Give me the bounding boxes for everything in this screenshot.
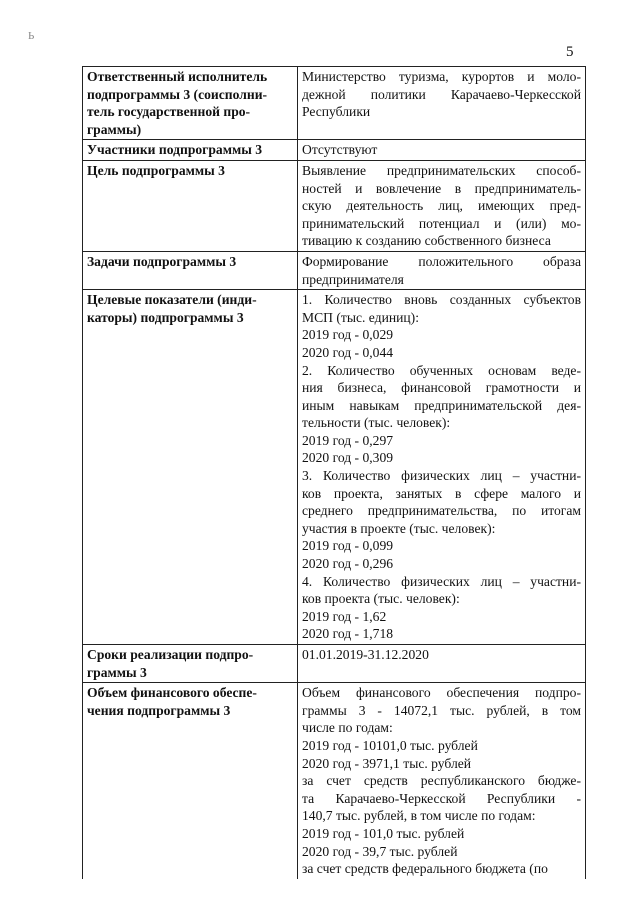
row-value	[298, 67, 586, 140]
row-value-line: 2019 год - 10101,0 тыс. рублей	[302, 737, 478, 753]
row-value-line: 1. Количество вновь созданных субъектов	[302, 292, 581, 308]
row-label-line: Участники подпрограммы 3	[87, 142, 263, 158]
row-value-line: 140,7 тыс. рублей, в том числе по годам:	[302, 808, 536, 824]
row-value	[298, 160, 586, 251]
table-row	[83, 683, 586, 879]
row-value-line: 2019 год - 101,0 тыс. рублей	[302, 825, 465, 841]
row-value-line: за счет средств республиканского бюдже-	[302, 773, 581, 789]
row-value-line: ния бизнеса, финансовой грамотности и	[302, 380, 581, 396]
table-row	[83, 251, 586, 289]
row-label-line: Целевые показатели (инди-	[87, 292, 257, 308]
row-label	[83, 67, 298, 140]
row-value-line: Объем финансового обеспечения подпро-	[302, 685, 581, 701]
row-value-line: за счет средств федерального бюджета (по	[302, 861, 548, 877]
row-value-line: числе по годам:	[302, 720, 393, 736]
row-label-line: Объем финансового обеспе-	[87, 685, 257, 701]
row-value-line: 2020 год - 1,718	[302, 626, 394, 642]
row-value	[298, 251, 586, 289]
subprogram-passport-table	[82, 66, 586, 879]
row-value-line: Республики	[302, 104, 371, 120]
row-value	[298, 683, 586, 879]
row-value	[298, 140, 586, 161]
row-value-line: 2020 год - 0,296	[302, 556, 394, 572]
row-value-line: дежной политики Карачаево-Черкесской	[302, 86, 581, 102]
row-label-line: граммы)	[87, 121, 142, 137]
row-value-line: тельности (тыс. человек):	[302, 415, 451, 431]
row-label-line: подпрограммы 3 (соисполни-	[87, 86, 268, 102]
table-row	[83, 290, 586, 645]
table-row	[83, 67, 586, 140]
corner-mark: Ь	[28, 30, 35, 42]
row-value-line: участия в проекте (тыс. человек):	[302, 520, 496, 536]
page-number: 5	[566, 44, 574, 60]
row-value-line: 2020 год - 3971,1 тыс. рублей	[302, 755, 472, 771]
table-row	[83, 645, 586, 683]
row-label-line: каторы) подпрограммы 3	[87, 309, 244, 325]
row-label-line: Сроки реализации подпро-	[87, 647, 254, 662]
row-value-line: граммы 3 - 14072,1 тыс. рублей, в том	[302, 702, 581, 718]
row-value-line: ков проекта, занятых в сфере малого и	[302, 485, 581, 501]
row-value-line: 2. Количество обученных основам веде-	[302, 362, 581, 378]
table-row	[83, 140, 586, 161]
row-value-line: среднего предпринимательства, по итогам	[302, 503, 581, 519]
row-label	[83, 645, 298, 683]
row-value-line: МСП (тыс. единиц):	[302, 309, 419, 325]
row-value-line: Отсутствуют	[302, 142, 378, 158]
row-label	[83, 251, 298, 289]
row-value-line: 2019 год - 1,62	[302, 608, 387, 624]
row-value-line: 2020 год - 0,309	[302, 450, 394, 466]
row-value-line: 2020 год - 0,044	[302, 344, 394, 360]
row-label-line: граммы 3	[87, 664, 147, 680]
row-value-line: та Карачаево-Черкесской Республики -	[302, 790, 581, 806]
row-value-line: предпринимателя	[302, 271, 404, 287]
row-value-line: ков проекта (тыс. человек):	[302, 591, 460, 607]
row-value-line: скую деятельность лиц, имеющих пред-	[302, 198, 581, 214]
row-value-line: 3. Количество физических лиц – участни-	[302, 468, 581, 484]
row-value-line: Министерство туризма, курортов и моло-	[302, 69, 581, 84]
row-value	[298, 645, 586, 683]
table-row	[83, 160, 586, 251]
row-value-line: 2019 год - 0,297	[302, 432, 394, 448]
row-value-line: тивацию к созданию собственного бизнеса	[302, 233, 551, 249]
row-value-line: 4. Количество физических лиц – участни-	[302, 573, 581, 589]
row-label	[83, 290, 298, 645]
row-label	[83, 683, 298, 879]
row-label-line: Задачи подпрограммы 3	[87, 253, 237, 269]
row-label	[83, 140, 298, 161]
row-label-line: Цель подпрограммы 3	[87, 162, 225, 178]
row-value-line: иным навыкам предпринимательской дея-	[302, 397, 581, 413]
row-label-line: чения подпрограммы 3	[87, 702, 231, 718]
row-value-line: 2020 год - 39,7 тыс. рублей	[302, 843, 458, 859]
row-value-line: 2019 год - 0,029	[302, 327, 394, 343]
row-value	[298, 290, 586, 645]
row-value-line: 2019 год - 0,099	[302, 538, 394, 554]
row-value-line: 01.01.2019-31.12.2020	[302, 647, 429, 662]
row-value-line: Формирование положительного образа	[302, 253, 581, 269]
row-value-line: Выявление предпринимательских способ-	[302, 162, 581, 178]
row-value-line: ностей и вовлечение в предприниматель-	[302, 180, 581, 196]
row-label	[83, 160, 298, 251]
row-label-line: тель государственной про-	[87, 104, 251, 120]
row-value-line: принимательский потенциал и (или) мо-	[302, 215, 581, 231]
row-label-line: Ответственный исполнитель	[87, 69, 268, 84]
